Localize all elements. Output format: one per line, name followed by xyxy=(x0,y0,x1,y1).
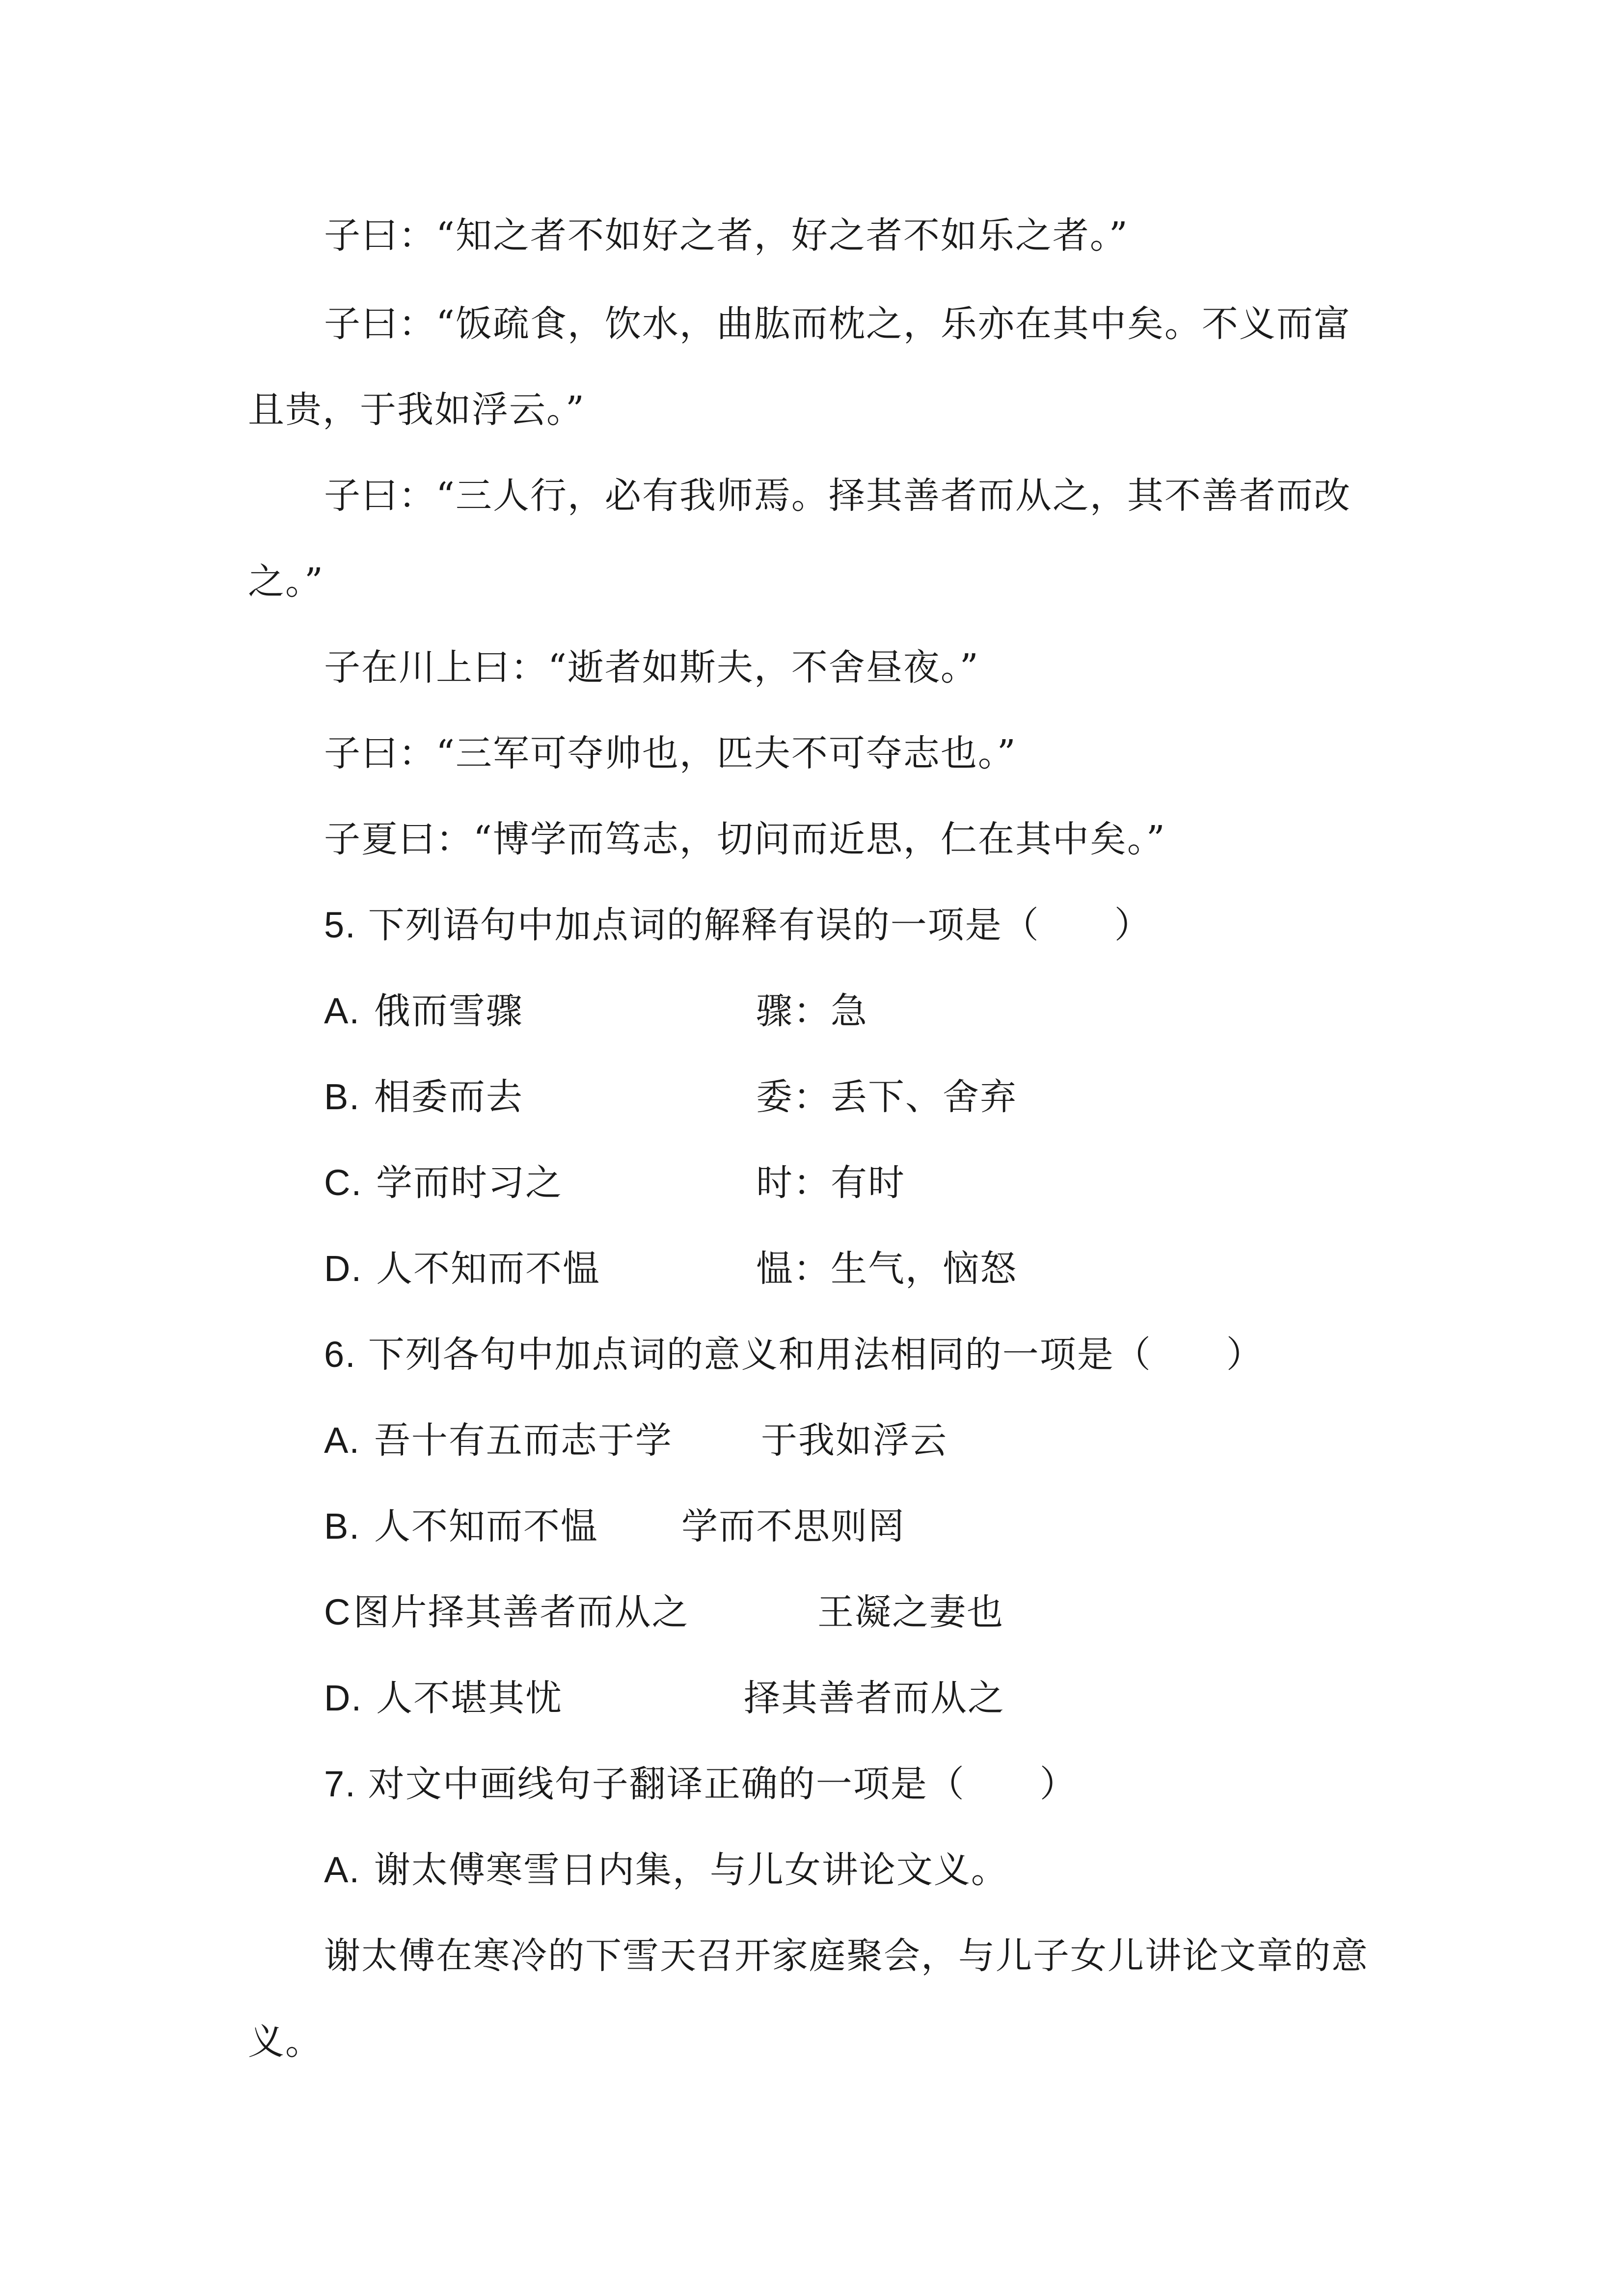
option-phrase: 相委而去 xyxy=(374,1076,523,1118)
question-6-option-a xyxy=(324,1416,1306,1465)
question-5-option-b xyxy=(324,1072,1306,1121)
question-6-text: 下列各句中加点词的意义和用法相同的一项是（ ） xyxy=(368,1334,1264,1376)
question-5-option-a xyxy=(324,987,1306,1036)
question-5-stem xyxy=(324,901,1152,950)
option-explanation: 骤：急 xyxy=(756,990,868,1032)
option-left-text: 图片择其善者而从之 xyxy=(353,1591,689,1633)
question-6-option-d xyxy=(324,1674,1306,1723)
question-7-option-a xyxy=(324,1845,1008,1895)
option-phrase: 俄而雪骤 xyxy=(374,990,523,1032)
option-letter: B. xyxy=(324,1506,360,1547)
option-right-text: 学而不思则罔 xyxy=(681,1505,905,1548)
option-letter: A. xyxy=(324,990,360,1031)
option-letter: D. xyxy=(324,1678,362,1718)
option-text: 谢太傅寒雪日内集，与儿女讲论文义。 xyxy=(374,1849,1008,1891)
option-explanation: 委：丢下、舍弃 xyxy=(756,1076,1017,1118)
question-6-option-c xyxy=(324,1588,1306,1637)
option-left-text: 人不知而不愠 xyxy=(374,1505,598,1548)
option-explanation: 时：有时 xyxy=(756,1162,905,1204)
question-5-option-d xyxy=(324,1244,1306,1293)
question-7-text: 对文中画线句子翻译正确的一项是（ ） xyxy=(368,1763,1077,1805)
question-7-stem xyxy=(324,1760,1077,1809)
passage-line-2a: 子曰：“饭疏食，饮水，曲肱而枕之，乐亦在其中矣。不义而富 xyxy=(324,303,1351,345)
question-6-number: 6. xyxy=(324,1334,356,1375)
passage-line-1: 子曰：“知之者不如好之者，好之者不如乐之者。” xyxy=(324,214,1129,257)
question-5-text: 下列语句中加点词的解释有误的一项是（ ） xyxy=(368,904,1152,946)
option-right-text: 王凝之妻也 xyxy=(817,1591,1004,1633)
passage-line-4: 子在川上曰：“逝者如斯夫，不舍昼夜。” xyxy=(324,646,979,689)
option-explanation: 愠：生气，恼怒 xyxy=(756,1248,1017,1290)
passage-line-2b: 且贵，于我如浮云。” xyxy=(248,389,585,431)
option-phrase: 人不知而不愠 xyxy=(376,1248,600,1290)
question-6-stem xyxy=(324,1330,1264,1379)
option-phrase: 学而时习之 xyxy=(376,1162,563,1204)
question-6-option-b xyxy=(324,1502,1306,1551)
option-letter: A. xyxy=(324,1420,360,1461)
passage-line-3a: 子曰：“三人行，必有我师焉。择其善者而从之，其不善者而改 xyxy=(324,475,1351,517)
question-5-option-c xyxy=(324,1158,1306,1207)
passage-line-6: 子夏曰：“博学而笃志，切问而近思，仁在其中矣。” xyxy=(324,818,1166,860)
option-right-text: 于我如浮云 xyxy=(761,1419,947,1462)
passage-line-5: 子曰：“三军可夺帅也，匹夫不可夺志也。” xyxy=(324,732,1017,774)
option-left-text: 人不堪其忧 xyxy=(376,1677,563,1719)
translation-line-2: 义。 xyxy=(248,2021,323,2063)
question-5-number: 5. xyxy=(324,905,356,945)
option-letter: D. xyxy=(324,1248,362,1289)
question-7-number: 7. xyxy=(324,1763,356,1804)
option-right-text: 择其善者而从之 xyxy=(744,1677,1005,1719)
option-letter: A. xyxy=(324,1849,360,1890)
option-letter: C. xyxy=(324,1162,362,1203)
translation-line-1: 谢太傅在寒冷的下雪天召开家庭聚会，与儿子女儿讲论文章的意 xyxy=(324,1935,1369,1977)
option-letter: B. xyxy=(324,1076,360,1117)
option-left-text: 吾十有五而志于学 xyxy=(374,1419,673,1462)
passage-line-3b: 之。” xyxy=(248,561,324,603)
option-letter: C xyxy=(324,1592,352,1632)
